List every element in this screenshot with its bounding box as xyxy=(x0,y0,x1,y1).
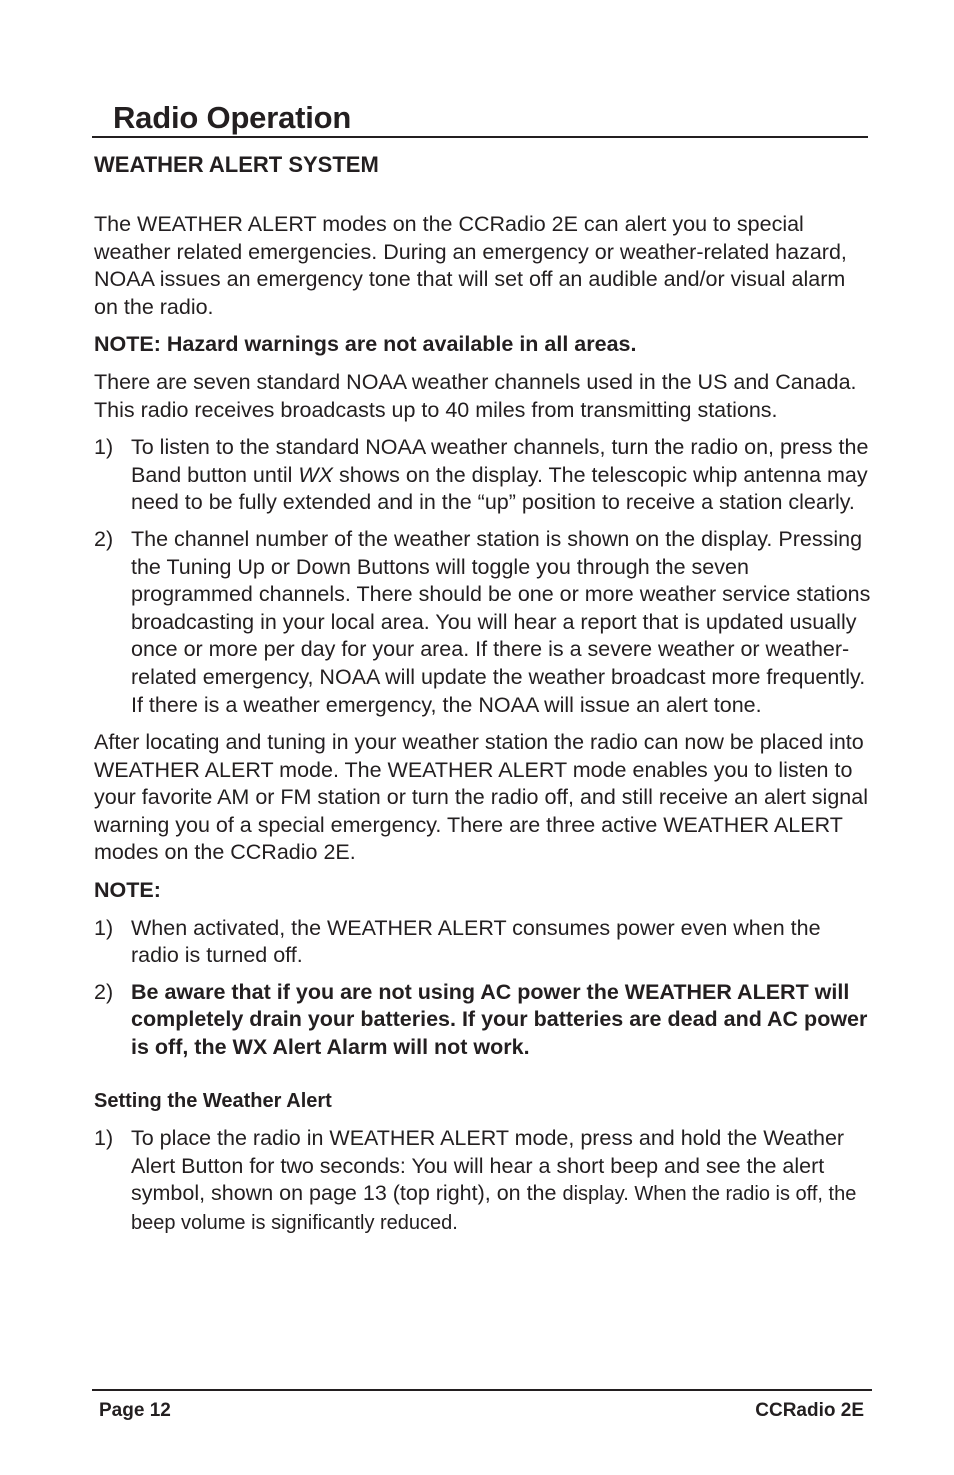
note-label: NOTE: xyxy=(94,878,161,903)
alert-mode-paragraph: After locating and tuning in your weather station the radio can now be placed into WEATHER ALERT mode. The WEATHER ALERT mode enables you to listen to your favorite AM or FM station or turn the radio off, and still receive an alert signal warning you of a special emergency. There are three active WEATHER ALERT modes on the CCRadio 2E. xyxy=(94,730,868,865)
list-number: 2) xyxy=(94,979,114,1004)
list-text xyxy=(131,434,872,517)
list-number: 1) xyxy=(94,915,114,940)
list-text: When activated, the WEATHER ALERT consumes power even when the radio is turned off. xyxy=(131,915,821,968)
list-number: 1) xyxy=(94,1126,114,1151)
listen-steps xyxy=(94,434,872,719)
title-rule xyxy=(92,136,868,138)
list-text-part: shows on the display. The telescopic whip antenna may need to be fully extended and in the “up” position to receive a station clearly. xyxy=(131,462,868,515)
list-number: 2) xyxy=(94,526,114,551)
product-name: CCRadio 2E xyxy=(755,1400,864,1421)
sub-heading: Setting the Weather Alert xyxy=(94,1089,332,1112)
list-item xyxy=(94,1125,872,1237)
intro-paragraph: The WEATHER ALERT modes on the CCRadio 2E can alert you to special weather related emergencies. During an emergency or weather-related hazard, NOAA issues an emergency tone that will set off an audible and/or visual alarm on the radio. xyxy=(94,212,847,319)
hazard-note: NOTE: Hazard warnings are not available in all areas. xyxy=(94,332,637,357)
page-title: Radio Operation xyxy=(113,100,352,135)
section-heading: WEATHER ALERT SYSTEM xyxy=(94,152,379,177)
list-text-part: To listen to the standard NOAA weather channels, turn the radio on, press the Band button until xyxy=(131,435,869,487)
wx-emphasis: WX xyxy=(298,462,333,487)
setting-steps xyxy=(94,1125,872,1237)
channels-paragraph: There are seven standard NOAA weather channels used in the US and Canada. This radio receives broadcasts up to 40 miles from transmitting stations. xyxy=(94,369,857,422)
list-item xyxy=(94,526,872,719)
notes-list xyxy=(94,915,872,1062)
list-text-part: display. When the radio is off, the beep volume is significantly reduced. xyxy=(131,1183,857,1234)
list-item xyxy=(94,979,872,1062)
footer-rule xyxy=(92,1389,872,1391)
list-number: 1) xyxy=(94,435,114,460)
list-item xyxy=(94,434,872,517)
list-text xyxy=(131,1125,872,1237)
list-text: The channel number of the weather station is shown on the display. Pressing the Tuning Up or Down Buttons will toggle you through the seven programmed channels. There should be one or more weather service stations broadcasting in your local area. You will hear a report that is updated usually once or more per day for your area. If there is a severe weather or weather-related emergency, NOAA will update the weather broadcast more frequently. If there is a weather emergency, the NOAA will issue an alert tone. xyxy=(131,526,871,717)
list-text: Be aware that if you are not using AC power the WEATHER ALERT will completely drain your batteries. If your batteries are dead and AC power is off, the WX Alert Alarm will not work. xyxy=(131,979,868,1060)
page-content xyxy=(94,150,872,1248)
list-text-part: To place the radio in WEATHER ALERT mode, press and hold the Weather Alert Button for two seconds: You will hear a short beep and see the alert symbol, shown on page 13 (top right), on the xyxy=(131,1126,845,1206)
page-number: Page 12 xyxy=(99,1400,171,1421)
list-item xyxy=(94,915,872,970)
